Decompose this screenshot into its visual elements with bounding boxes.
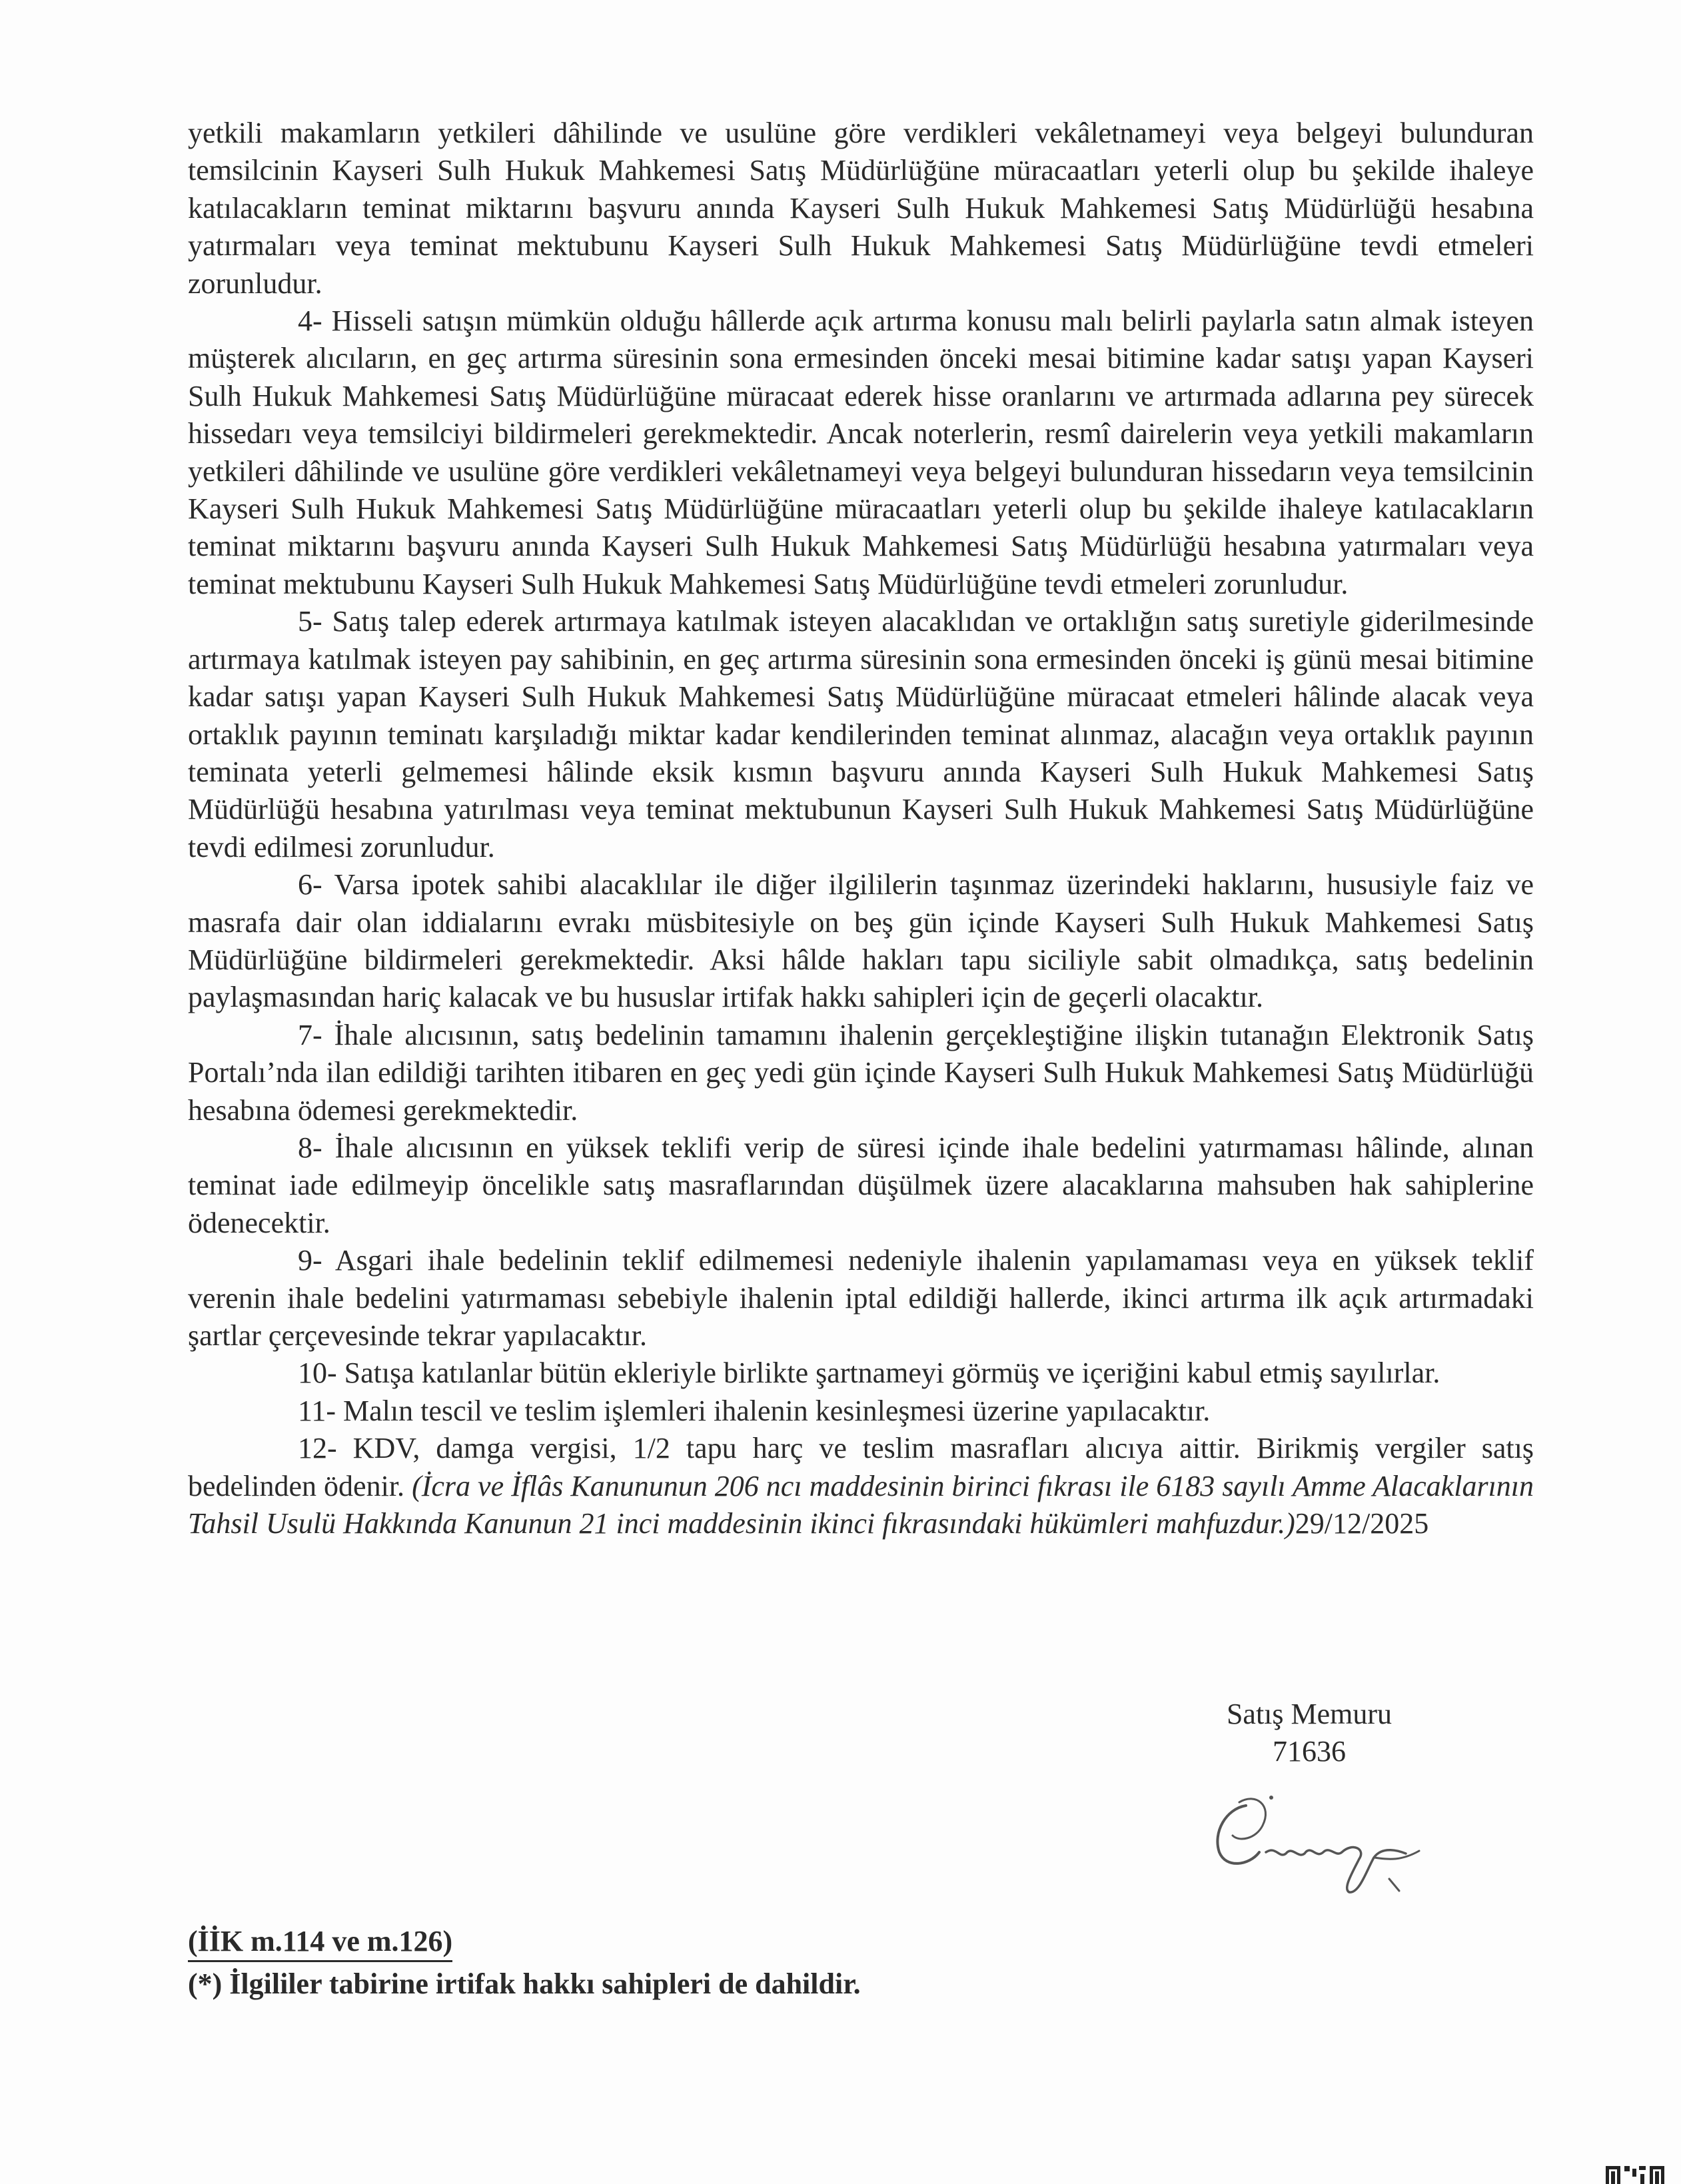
legal-reservation-note: (İcra ve İflâs Kanununun 206 ncı maddesinin birinci fıkrası ile 6183 sayılı Amme Alacaklarının Tahsil Usulü Hakkında Kanunun 21 inci maddesinin ikinci fıkrasındaki hükümleri mahfuzdur.)	[188, 1469, 1534, 1540]
paragraph-10: 10- Satışa katılanlar bütün ekleriyle birlikte şartnameyi görmüş ve içeriğini kabul etmiş sayılırlar.	[298, 1357, 1440, 1390]
paragraph-6: 6- Varsa ipotek sahibi alacaklılar ile diğer ilgililerin taşınmaz üzerindeki haklarını, hususiyle faiz ve masrafa dair olan iddialarını evrakı müsbitesiyle on beş gün içinde Kayseri Sulh Hukuk Mahkemesi Satış Müdürlüğüne bildirmeleri gerekmektedir. Aksi hâlde hakları tapu siciliyle sabit olmadıkça, satış bedelinin paylaşmasından hariç kalacak ve bu hususlar irtifak hakkı sahipleri için de geçerli olacaktır.	[188, 868, 1534, 1014]
signatory-title: Satış Memuru	[1226, 1698, 1393, 1730]
paragraph-7: 7- İhale alıcısının, satış bedelinin tamamını ihalenin gerçekleştiğine ilişkin tutanağın Elektronik Satış Portalı’nda ilan edildiği tarihten itibaren en geç yedi gün içinde Kayseri Sulh Hukuk Mahkemesi Satış Müdürlüğü hesabına ödemesi gerekmektedir.	[188, 1018, 1534, 1127]
signature-block	[1199, 1696, 1419, 1770]
legal-reference-text: (İİK m.114 ve m.126)	[188, 1924, 452, 1962]
legal-reference	[188, 1924, 452, 1962]
handwritten-signature	[1199, 1779, 1439, 1899]
paragraph-4: 4- Hisseli satışın mümkün olduğu hâllerde açık artırma konusu malı belirli paylarla satın almak isteyen müşterek alıcıların, en geç artırma süresinin sona ermesinden önceki mesai bitimine kadar satışı yapan Kayseri Sulh Hukuk Mahkemesi Satış Müdürlüğüne müracaat ederek hisse oranlarını ve artırmada adlarına pey sürecek hissedarı veya temsilciyi bildirmeleri gerekmektedir. Ancak noterlerin, resmî dairelerin veya yetkili makamların yetkileri dâhilinde ve usulüne göre verdikleri vekâletnameyi veya belgeyi bulunduran hissedarın veya temsilcinin Kayseri Sulh Hukuk Mahkemesi Satış Müdürlüğüne müracaatları yeterli olup bu şekilde ihaleye katılacakların teminat miktarını başvuru anında Kayseri Sulh Hukuk Mahkemesi Satış Müdürlüğü hesabına yatırmaları veya teminat mektubunu Kayseri Sulh Hukuk Mahkemesi Satış Müdürlüğüne tevdi etmeleri zorunludur.	[188, 304, 1534, 600]
paragraph-9: 9- Asgari ihale bedelinin teklif edilmemesi nedeniyle ihalenin yapılamaması veya en yüksek teklif verenin ihale bedelini yatırmaması sebebiyle ihalenin iptal edildiği hallerde, ikinci artırma ilk açık artırmadaki şartlar çerçevesinde tekrar yapılacaktır.	[188, 1244, 1534, 1352]
paragraph-5: 5- Satış talep ederek artırmaya katılmak isteyen alacaklıdan ve ortaklığın satış suretiyle giderilmesinde artırmaya katılmak isteyen pay sahibinin, en geç artırma süresinin sona ermesinden önceki iş günü mesai bitimine kadar satışı yapan Kayseri Sulh Hukuk Mahkemesi Satış Müdürlüğüne müracaat etmeleri hâlinde alacak veya ortaklık payının teminatı karşıladığı miktar kadar kendilerinden teminat alınmaz, alacağın veya ortaklık payının teminata yeterli gelmemesi hâlinde eksik kısmın başvuru anında Kayseri Sulh Hukuk Mahkemesi Satış Müdürlüğü hesabına yatırılması veya teminat mektubunun Kayseri Sulh Hukuk Mahkemesi Satış Müdürlüğüne tevdi edilmesi zorunludur.	[188, 605, 1534, 863]
paragraph-11: 11- Malın tescil ve teslim işlemleri ihalenin kesinleşmesi üzerine yapılacaktır.	[298, 1394, 1211, 1427]
document-date: 29/12/2025	[1295, 1507, 1429, 1540]
document-body	[188, 115, 1534, 1542]
paragraph-12	[188, 1430, 1534, 1542]
footnote: (*) İlgililer tabirine irtifak hakkı sahipleri de dahildir.	[188, 1967, 861, 2000]
qr-code-fragment	[1606, 2162, 1672, 2184]
signatory-number: 71636	[1273, 1735, 1346, 1768]
paragraph-8: 8- İhale alıcısının en yüksek teklifi verip de süresi içinde ihale bedelini yatırmaması hâlinde, alınan teminat iade edilmeyip öncelikle satış masraflarından düşülmek üzere alacaklarına mahsuben hak sahiplerine ödenecektir.	[188, 1131, 1534, 1239]
paragraph-continuation: yetkili makamların yetkileri dâhilinde ve usulüne göre verdikleri vekâletnameyi veya belgeyi bulunduran temsilcinin Kayseri Sulh Hukuk Mahkemesi Satış Müdürlüğüne müracaatları yeterli olup bu şekilde ihaleye katılacakların teminat miktarını başvuru anında Kayseri Sulh Hukuk Mahkemesi Satış Müdürlüğü hesabına yatırmaları veya teminat mektubunu Kayseri Sulh Hukuk Mahkemesi Satış Müdürlüğüne tevdi etmeleri zorunludur.	[188, 117, 1534, 300]
paragraph-12-text: 12- KDV, damga vergisi, 1/2 tapu harç ve teslim masrafları alıcıya aittir. Birikmiş vergiler satış bedelinden ödenir.	[188, 1432, 1534, 1502]
